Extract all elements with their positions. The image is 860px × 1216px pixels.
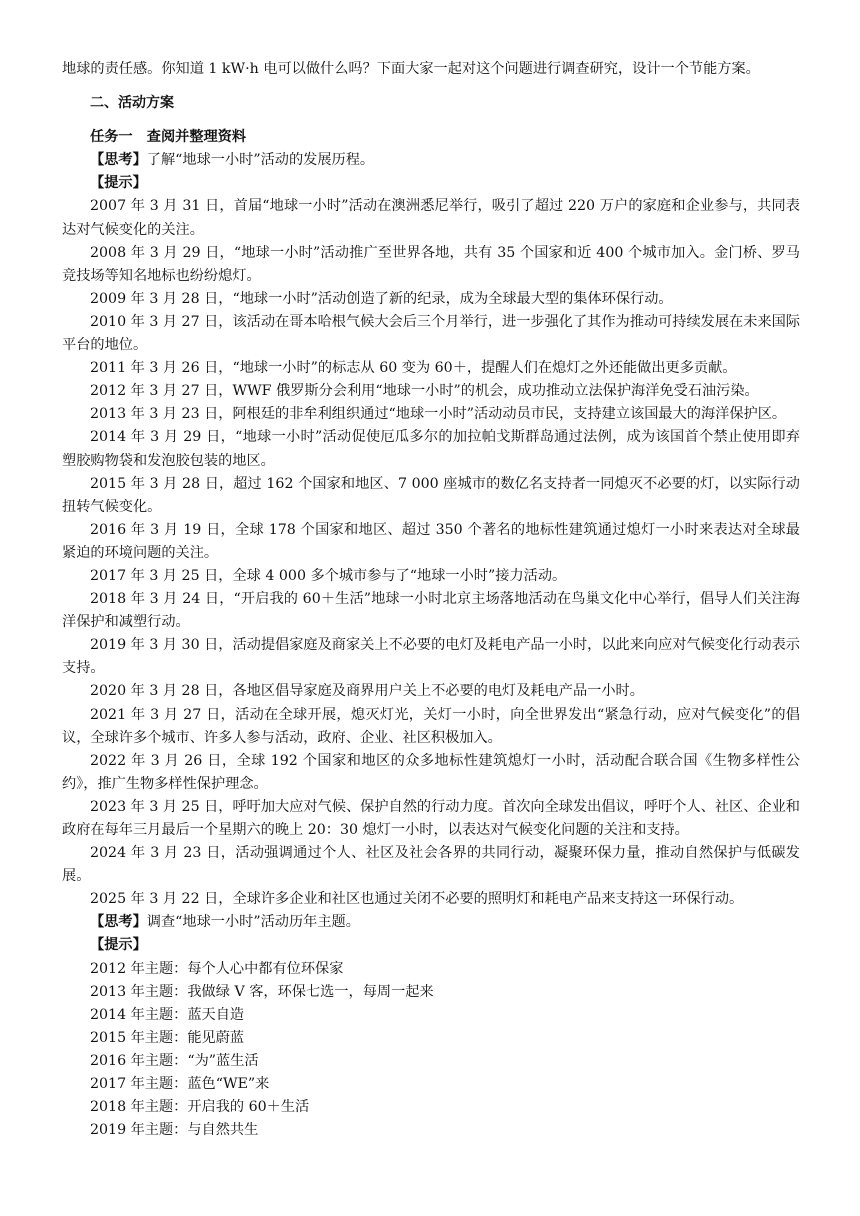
history-item: 2020 年 3 月 28 日，各地区倡导家庭及商界用户关上不必要的电灯及耗电产品一小时。 — [90, 683, 644, 700]
think-line-1 — [62, 149, 800, 172]
history-item: 2016 年 3 月 19 日，全球 178 个国家和地区、超过 350 个著名的地标性建筑通过熄灯一小时来表达对全球最紧迫的环境问题的关注。 — [62, 521, 800, 561]
hint-label: 【提示】 — [90, 175, 147, 192]
think-text: 了解“地球一小时”活动的发展历程。 — [146, 152, 375, 169]
think-label: 【思考】 — [90, 152, 147, 169]
history-item: 2024 年 3 月 23 日，活动强调通过个人、社区及社会各界的共同行动，凝聚环保力量，推动自然保护与低碳发展。 — [62, 845, 800, 885]
theme-item: 2019 年主题：与自然共生 — [90, 1122, 259, 1139]
document-page — [62, 58, 800, 1142]
history-item: 2017 年 3 月 25 日，全球 4 000 多个城市参与了“地球一小时”接力活动。 — [90, 567, 567, 584]
history-item: 2011 年 3 月 26 日，“地球一小时”的标志从 60 变为 60＋，提醒人们在熄灯之外还能做出更多贡献。 — [90, 360, 737, 377]
history-list — [62, 195, 800, 911]
hint-label: 【提示】 — [90, 937, 147, 954]
history-item: 2014 年 3 月 29 日，“地球一小时”活动促使厄瓜多尔的加拉帕戈斯群岛通过法例，成为该国首个禁止使用即弃塑胶购物袋和发泡胶包装的地区。 — [62, 429, 800, 469]
history-item: 2021 年 3 月 27 日，活动在全球开展，熄灭灯光，关灯一小时，向全世界发出“紧急行动，应对气候变化”的倡议，全球许多个城市、许多人参与活动，政府、企业、社区积极加入。 — [62, 706, 800, 746]
think-label: 【思考】 — [90, 914, 147, 931]
intro-paragraph: 地球的责任感。你知道 1 kW·h 电可以做什么吗？下面大家一起对这个问题进行调查研究，设计一个节能方案。 — [62, 61, 760, 77]
history-item: 2022 年 3 月 26 日，全球 192 个国家和地区的众多地标性建筑熄灯一小时，活动配合联合国《生物多样性公约》，推广生物多样性保护理念。 — [62, 752, 800, 792]
history-item: 2007 年 3 月 31 日，首届“地球一小时”活动在澳洲悉尼举行，吸引了超过 220 万户的家庭和企业参与，共同表达对气候变化的关注。 — [62, 198, 800, 238]
theme-item: 2016 年主题：“为”蓝生活 — [90, 1052, 259, 1069]
task-title: 任务一 查阅并整理资料 — [90, 129, 247, 146]
history-item: 2010 年 3 月 27 日，该活动在哥本哈根气候大会后三个月举行，进一步强化了其作为推动可持续发展在未来国际平台的地位。 — [62, 313, 800, 354]
history-item: 2008 年 3 月 29 日，“地球一小时”活动推广至世界各地，共有 35 个国家和近 400 个城市加入。金门桥、罗马竞技场等知名地标也纷纷熄灯。 — [62, 244, 800, 284]
theme-item: 2015 年主题：能见蔚蓝 — [90, 1029, 245, 1046]
history-item: 2023 年 3 月 25 日，呼吁加大应对气候、保护自然的行动力度。首次向全球发出倡议，呼吁个人、社区、企业和政府在每年三月最后一个星期六的晚上 20：30 熄灯一小时，以表达对气候变化问题的关注和支持。 — [62, 798, 800, 838]
history-item: 2019 年 3 月 30 日，活动提倡家庭及商家关上不必要的电灯及耗电产品一小时，以此来向应对气候变化行动表示支持。 — [62, 637, 800, 677]
history-item: 2018 年 3 月 24 日，“开启我的 60＋生活”地球一小时北京主场落地活动在鸟巢文化中心举行，倡导人们关注海洋保护和减塑行动。 — [62, 591, 800, 631]
history-item: 2009 年 3 月 28 日，“地球一小时”活动创造了新的纪录，成为全球最大型的集体环保行动。 — [90, 290, 673, 307]
theme-item: 2017 年主题：蓝色“WE”来 — [90, 1076, 270, 1093]
think-line-2 — [62, 911, 800, 934]
history-item: 2025 年 3 月 22 日，全球许多企业和社区也通过关闭不必要的照明灯和耗电产品来支持这一环保行动。 — [90, 891, 744, 908]
theme-item: 2014 年主题：蓝天自造 — [90, 1006, 245, 1023]
theme-list — [62, 958, 800, 1143]
theme-item: 2012 年主题：每个人心中都有位环保家 — [90, 960, 344, 977]
section-title: 二、活动方案 — [90, 95, 174, 112]
history-item: 2012 年 3 月 27 日，WWF 俄罗斯分会利用“地球一小时”的机会，成功推动立法保护海洋免受石油污染。 — [90, 383, 759, 400]
theme-item: 2013 年主题：我做绿 V 客，环保七选一，每周一起来 — [90, 983, 434, 1000]
history-item: 2013 年 3 月 23 日，阿根廷的非牟利组织通过“地球一小时”活动动员市民，支持建立该国最大的海洋保护区。 — [90, 406, 787, 423]
think-text: 调查“地球一小时”活动历年主题。 — [146, 914, 360, 931]
theme-item: 2018 年主题：开启我的 60＋生活 — [90, 1099, 310, 1116]
history-item: 2015 年 3 月 28 日，超过 162 个国家和地区、7 000 座城市的数亿名支持者一同熄灭不必要的灯，以实际行动扭转气候变化。 — [62, 475, 800, 515]
